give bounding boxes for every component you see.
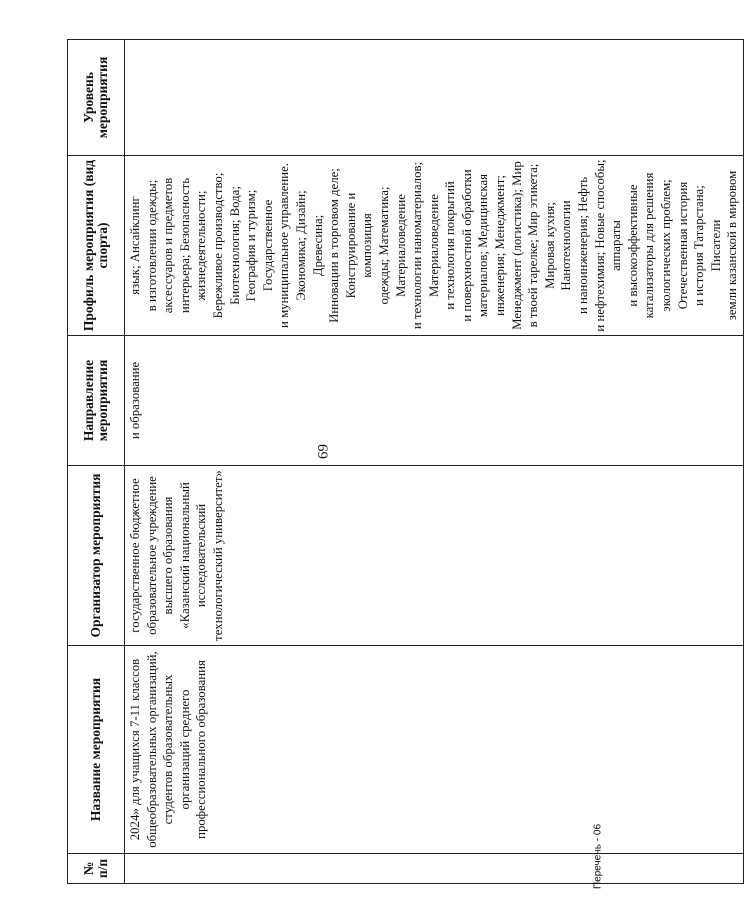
header-organizer: Организатор мероприятия bbox=[68, 466, 125, 646]
table-container bbox=[67, 40, 740, 884]
header-level: Уровень мероприятия bbox=[68, 40, 125, 156]
header-num: № п/п bbox=[68, 854, 125, 884]
header-profile: Профиль мероприятия (вид спорта) bbox=[68, 156, 125, 336]
cell-profile: язык; Ансайклинг в изготовлении одежды; аксессуаров и предметов интерьера; Безопасность жизнедеятельности; Бережливое производство; Биотехнология; Вода; География и туризм; Государственное и муниципальное управление. Экономика; Дизайн; Древесина; Инновации в торговом деле; Конструирование и композиция одежды; Математика; Материаловедение и технологии наноматериалов; Материаловедение и технология покрытий и поверхностной обработки материалов; Медицинская инженерия; Менеджмент; Менеджмент (логистика); Мир в твоей тарелке; Мир этикета; Мировая кухня; Нанотехнологии и наноинженерия; Нефть и нефтехимия; Новые способы; аппараты и высокоэффективные катализаторы для решения экологических проблем; Отечественная история и история Татарстана; Писатели земли казанской в мировом bbox=[125, 156, 744, 336]
table-row bbox=[125, 40, 744, 884]
rotated-table-block bbox=[67, 40, 740, 884]
footer-note: Перечень - 06 bbox=[592, 823, 604, 890]
page-number: 69 bbox=[315, 444, 332, 459]
cell-num bbox=[125, 854, 744, 884]
table-header-row bbox=[68, 40, 125, 884]
header-name: Название мероприятия bbox=[68, 646, 125, 854]
cell-direction: и образование bbox=[125, 336, 744, 466]
events-table bbox=[67, 39, 744, 884]
cell-level bbox=[125, 40, 744, 156]
cell-name: 2024» для учащихся 7-11 классов общеобразовательных организаций, студентов образовательных организаций среднего профессионального образования bbox=[125, 646, 744, 854]
cell-organizer: государственное бюджетное образовательное учреждение высшего образования «Казанский национальный исследовательский технологический университет» bbox=[125, 466, 744, 646]
header-direction: Направление мероприятия bbox=[68, 336, 125, 466]
